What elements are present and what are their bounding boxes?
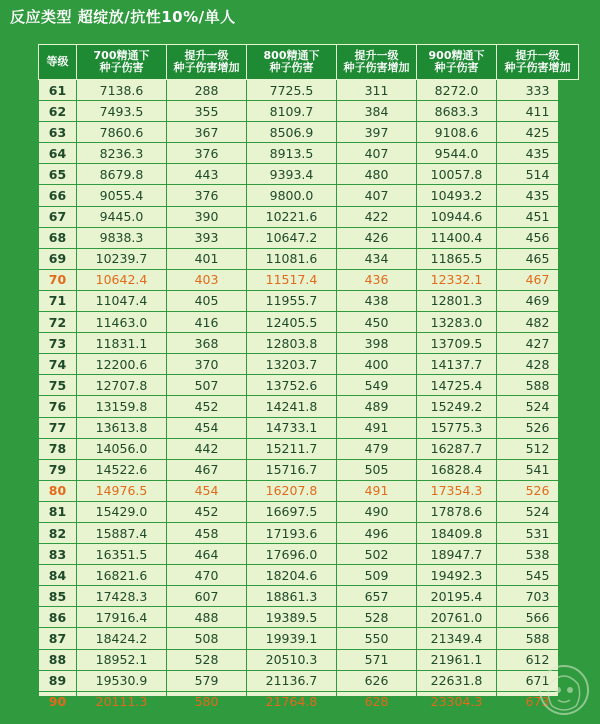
cell-damage-900: 11865.5 bbox=[417, 248, 497, 269]
cell-increase-800: 450 bbox=[337, 312, 417, 333]
table-row bbox=[39, 269, 579, 290]
cell-increase-900: 482 bbox=[497, 312, 579, 333]
cell-increase-900: 526 bbox=[497, 480, 579, 501]
cell-increase-800: 407 bbox=[337, 143, 417, 164]
cell-level: 71 bbox=[39, 290, 77, 311]
cell-damage-700: 18952.1 bbox=[77, 649, 167, 670]
cell-damage-900: 20195.4 bbox=[417, 586, 497, 607]
table-row bbox=[39, 354, 579, 375]
table-row bbox=[39, 396, 579, 417]
cell-damage-800: 13203.7 bbox=[247, 354, 337, 375]
cell-level: 61 bbox=[39, 80, 77, 101]
cell-increase-700: 355 bbox=[167, 101, 247, 122]
cell-damage-900: 15775.3 bbox=[417, 417, 497, 438]
table-row bbox=[39, 628, 579, 649]
cell-level: 87 bbox=[39, 628, 77, 649]
cell-damage-800: 10647.2 bbox=[247, 227, 337, 248]
cell-level: 76 bbox=[39, 396, 77, 417]
table-row bbox=[39, 586, 579, 607]
cell-increase-700: 403 bbox=[167, 269, 247, 290]
cell-damage-800: 18861.3 bbox=[247, 586, 337, 607]
table-row bbox=[39, 227, 579, 248]
cell-damage-700: 11831.1 bbox=[77, 333, 167, 354]
cell-increase-900: 612 bbox=[497, 649, 579, 670]
cell-damage-900: 13283.0 bbox=[417, 312, 497, 333]
cell-increase-800: 491 bbox=[337, 480, 417, 501]
cell-increase-900: 526 bbox=[497, 417, 579, 438]
cell-increase-800: 491 bbox=[337, 417, 417, 438]
table-row bbox=[39, 101, 579, 122]
cell-damage-900: 12801.3 bbox=[417, 290, 497, 311]
cell-increase-900: 469 bbox=[497, 290, 579, 311]
cell-damage-900: 13709.5 bbox=[417, 333, 497, 354]
header-damage-800: 800精通下 种子伤害 bbox=[247, 45, 337, 80]
cell-damage-900: 8272.0 bbox=[417, 80, 497, 101]
cell-damage-700: 17428.3 bbox=[77, 586, 167, 607]
watermark-seal-icon bbox=[536, 662, 592, 720]
cell-damage-800: 16697.5 bbox=[247, 501, 337, 522]
cell-increase-900: 673 bbox=[497, 691, 579, 712]
cell-damage-700: 7860.6 bbox=[77, 122, 167, 143]
cell-damage-800: 19389.5 bbox=[247, 607, 337, 628]
cell-damage-800: 9800.0 bbox=[247, 185, 337, 206]
cell-increase-700: 442 bbox=[167, 438, 247, 459]
cell-increase-800: 528 bbox=[337, 607, 417, 628]
cell-increase-800: 509 bbox=[337, 565, 417, 586]
cell-level: 68 bbox=[39, 227, 77, 248]
cell-damage-700: 16351.5 bbox=[77, 544, 167, 565]
cell-increase-900: 524 bbox=[497, 396, 579, 417]
cell-increase-900: 427 bbox=[497, 333, 579, 354]
cell-increase-700: 454 bbox=[167, 417, 247, 438]
cell-level: 64 bbox=[39, 143, 77, 164]
cell-increase-700: 467 bbox=[167, 459, 247, 480]
cell-damage-900: 16828.4 bbox=[417, 459, 497, 480]
cell-increase-700: 508 bbox=[167, 628, 247, 649]
cell-increase-900: 671 bbox=[497, 670, 579, 691]
cell-increase-800: 438 bbox=[337, 290, 417, 311]
cell-damage-900: 23304.3 bbox=[417, 691, 497, 712]
cell-damage-800: 12803.8 bbox=[247, 333, 337, 354]
cell-damage-800: 8913.5 bbox=[247, 143, 337, 164]
cell-damage-800: 17193.6 bbox=[247, 522, 337, 543]
cell-increase-800: 384 bbox=[337, 101, 417, 122]
damage-table-panel bbox=[38, 44, 571, 710]
table-row bbox=[39, 290, 579, 311]
cell-damage-800: 17696.0 bbox=[247, 544, 337, 565]
cell-increase-800: 434 bbox=[337, 248, 417, 269]
cell-increase-800: 398 bbox=[337, 333, 417, 354]
cell-damage-900: 10057.8 bbox=[417, 164, 497, 185]
cell-increase-700: 390 bbox=[167, 206, 247, 227]
cell-damage-900: 19492.3 bbox=[417, 565, 497, 586]
cell-damage-800: 21136.7 bbox=[247, 670, 337, 691]
cell-increase-800: 480 bbox=[337, 164, 417, 185]
cell-level: 77 bbox=[39, 417, 77, 438]
table-header-row bbox=[39, 45, 579, 80]
cell-increase-700: 452 bbox=[167, 501, 247, 522]
cell-increase-800: 550 bbox=[337, 628, 417, 649]
table-row bbox=[39, 206, 579, 227]
cell-increase-800: 311 bbox=[337, 80, 417, 101]
cell-damage-900: 20761.0 bbox=[417, 607, 497, 628]
cell-increase-800: 426 bbox=[337, 227, 417, 248]
table-row bbox=[39, 544, 579, 565]
cell-damage-800: 10221.6 bbox=[247, 206, 337, 227]
cell-increase-900: 588 bbox=[497, 375, 579, 396]
cell-damage-700: 16821.6 bbox=[77, 565, 167, 586]
cell-increase-900: 545 bbox=[497, 565, 579, 586]
cell-increase-700: 376 bbox=[167, 143, 247, 164]
table-row bbox=[39, 670, 579, 691]
damage-table bbox=[38, 44, 579, 713]
cell-damage-700: 12200.6 bbox=[77, 354, 167, 375]
cell-damage-800: 13752.6 bbox=[247, 375, 337, 396]
table-row bbox=[39, 333, 579, 354]
cell-increase-700: 488 bbox=[167, 607, 247, 628]
table-row bbox=[39, 522, 579, 543]
cell-damage-800: 11955.7 bbox=[247, 290, 337, 311]
cell-increase-800: 479 bbox=[337, 438, 417, 459]
cell-level: 83 bbox=[39, 544, 77, 565]
cell-damage-700: 12707.8 bbox=[77, 375, 167, 396]
cell-damage-900: 11400.4 bbox=[417, 227, 497, 248]
cell-increase-800: 571 bbox=[337, 649, 417, 670]
cell-level: 67 bbox=[39, 206, 77, 227]
cell-increase-900: 435 bbox=[497, 143, 579, 164]
cell-increase-700: 607 bbox=[167, 586, 247, 607]
cell-level: 75 bbox=[39, 375, 77, 396]
cell-damage-800: 21764.8 bbox=[247, 691, 337, 712]
cell-increase-900: 333 bbox=[497, 80, 579, 101]
cell-damage-900: 14137.7 bbox=[417, 354, 497, 375]
cell-damage-800: 9393.4 bbox=[247, 164, 337, 185]
cell-increase-800: 436 bbox=[337, 269, 417, 290]
cell-damage-800: 14241.8 bbox=[247, 396, 337, 417]
cell-increase-700: 393 bbox=[167, 227, 247, 248]
header-damage-700: 700精通下 种子伤害 bbox=[77, 45, 167, 80]
cell-damage-700: 9055.4 bbox=[77, 185, 167, 206]
table-row bbox=[39, 459, 579, 480]
cell-damage-800: 15716.7 bbox=[247, 459, 337, 480]
table-row bbox=[39, 375, 579, 396]
cell-damage-900: 17878.6 bbox=[417, 501, 497, 522]
cell-level: 66 bbox=[39, 185, 77, 206]
cell-damage-700: 7138.6 bbox=[77, 80, 167, 101]
cell-increase-700: 401 bbox=[167, 248, 247, 269]
cell-increase-900: 411 bbox=[497, 101, 579, 122]
cell-increase-800: 626 bbox=[337, 670, 417, 691]
table-row bbox=[39, 649, 579, 670]
cell-damage-800: 8506.9 bbox=[247, 122, 337, 143]
cell-damage-800: 11081.6 bbox=[247, 248, 337, 269]
cell-increase-700: 443 bbox=[167, 164, 247, 185]
cell-damage-800: 12405.5 bbox=[247, 312, 337, 333]
cell-increase-700: 452 bbox=[167, 396, 247, 417]
table-row bbox=[39, 417, 579, 438]
header-increase-900: 提升一级 种子伤害增加 bbox=[497, 45, 579, 80]
cell-increase-900: 703 bbox=[497, 586, 579, 607]
cell-increase-900: 435 bbox=[497, 185, 579, 206]
cell-increase-700: 507 bbox=[167, 375, 247, 396]
page-title: 反应类型 超绽放/抗性10%/单人 bbox=[10, 8, 236, 26]
table-row bbox=[39, 80, 579, 101]
table-row bbox=[39, 122, 579, 143]
cell-damage-700: 14522.6 bbox=[77, 459, 167, 480]
cell-damage-900: 10944.6 bbox=[417, 206, 497, 227]
cell-damage-700: 14976.5 bbox=[77, 480, 167, 501]
cell-increase-700: 470 bbox=[167, 565, 247, 586]
cell-increase-700: 368 bbox=[167, 333, 247, 354]
cell-damage-700: 20111.3 bbox=[77, 691, 167, 712]
cell-level: 82 bbox=[39, 522, 77, 543]
cell-damage-900: 17354.3 bbox=[417, 480, 497, 501]
cell-damage-700: 9445.0 bbox=[77, 206, 167, 227]
cell-level: 88 bbox=[39, 649, 77, 670]
cell-increase-900: 566 bbox=[497, 607, 579, 628]
cell-level: 80 bbox=[39, 480, 77, 501]
table-row bbox=[39, 438, 579, 459]
cell-increase-900: 531 bbox=[497, 522, 579, 543]
table-row bbox=[39, 480, 579, 501]
cell-damage-700: 10239.7 bbox=[77, 248, 167, 269]
header-damage-900: 900精通下 种子伤害 bbox=[417, 45, 497, 80]
table-row bbox=[39, 248, 579, 269]
cell-damage-900: 21961.1 bbox=[417, 649, 497, 670]
cell-increase-800: 657 bbox=[337, 586, 417, 607]
cell-level: 84 bbox=[39, 565, 77, 586]
table-row bbox=[39, 691, 579, 712]
cell-damage-800: 15211.7 bbox=[247, 438, 337, 459]
header-level: 等级 bbox=[39, 45, 77, 80]
cell-damage-700: 7493.5 bbox=[77, 101, 167, 122]
cell-level: 90 bbox=[39, 691, 77, 712]
table-row bbox=[39, 501, 579, 522]
cell-increase-700: 405 bbox=[167, 290, 247, 311]
cell-damage-800: 11517.4 bbox=[247, 269, 337, 290]
cell-damage-700: 9838.3 bbox=[77, 227, 167, 248]
cell-increase-700: 370 bbox=[167, 354, 247, 375]
cell-increase-900: 588 bbox=[497, 628, 579, 649]
cell-damage-900: 15249.2 bbox=[417, 396, 497, 417]
cell-level: 70 bbox=[39, 269, 77, 290]
cell-level: 62 bbox=[39, 101, 77, 122]
cell-level: 73 bbox=[39, 333, 77, 354]
cell-level: 79 bbox=[39, 459, 77, 480]
cell-increase-800: 422 bbox=[337, 206, 417, 227]
cell-damage-700: 13159.8 bbox=[77, 396, 167, 417]
cell-increase-900: 451 bbox=[497, 206, 579, 227]
cell-damage-900: 18409.8 bbox=[417, 522, 497, 543]
cell-level: 69 bbox=[39, 248, 77, 269]
table-row bbox=[39, 565, 579, 586]
cell-damage-900: 16287.7 bbox=[417, 438, 497, 459]
cell-increase-700: 579 bbox=[167, 670, 247, 691]
cell-increase-900: 428 bbox=[497, 354, 579, 375]
header-increase-700: 提升一级 种子伤害增加 bbox=[167, 45, 247, 80]
cell-damage-700: 15887.4 bbox=[77, 522, 167, 543]
cell-damage-800: 7725.5 bbox=[247, 80, 337, 101]
cell-increase-900: 514 bbox=[497, 164, 579, 185]
cell-increase-900: 456 bbox=[497, 227, 579, 248]
cell-level: 65 bbox=[39, 164, 77, 185]
cell-damage-900: 9544.0 bbox=[417, 143, 497, 164]
cell-damage-900: 22631.8 bbox=[417, 670, 497, 691]
cell-damage-700: 14056.0 bbox=[77, 438, 167, 459]
cell-damage-800: 18204.6 bbox=[247, 565, 337, 586]
cell-damage-700: 13613.8 bbox=[77, 417, 167, 438]
cell-damage-700: 10642.4 bbox=[77, 269, 167, 290]
header-increase-800: 提升一级 种子伤害增加 bbox=[337, 45, 417, 80]
cell-increase-800: 397 bbox=[337, 122, 417, 143]
cell-level: 63 bbox=[39, 122, 77, 143]
cell-damage-900: 18947.7 bbox=[417, 544, 497, 565]
cell-damage-900: 9108.6 bbox=[417, 122, 497, 143]
cell-level: 89 bbox=[39, 670, 77, 691]
cell-damage-700: 15429.0 bbox=[77, 501, 167, 522]
cell-increase-900: 541 bbox=[497, 459, 579, 480]
cell-increase-800: 505 bbox=[337, 459, 417, 480]
cell-increase-900: 512 bbox=[497, 438, 579, 459]
cell-increase-700: 288 bbox=[167, 80, 247, 101]
cell-damage-700: 11047.4 bbox=[77, 290, 167, 311]
cell-damage-700: 18424.2 bbox=[77, 628, 167, 649]
cell-increase-800: 628 bbox=[337, 691, 417, 712]
cell-damage-900: 14725.4 bbox=[417, 375, 497, 396]
table-row bbox=[39, 607, 579, 628]
cell-level: 85 bbox=[39, 586, 77, 607]
cell-damage-900: 12332.1 bbox=[417, 269, 497, 290]
table-row bbox=[39, 185, 579, 206]
cell-increase-700: 454 bbox=[167, 480, 247, 501]
table-row bbox=[39, 312, 579, 333]
cell-damage-900: 10493.2 bbox=[417, 185, 497, 206]
cell-damage-800: 8109.7 bbox=[247, 101, 337, 122]
cell-damage-700: 8236.3 bbox=[77, 143, 167, 164]
cell-increase-900: 467 bbox=[497, 269, 579, 290]
table-row bbox=[39, 164, 579, 185]
cell-increase-700: 376 bbox=[167, 185, 247, 206]
cell-level: 81 bbox=[39, 501, 77, 522]
cell-level: 78 bbox=[39, 438, 77, 459]
cell-increase-700: 367 bbox=[167, 122, 247, 143]
cell-damage-700: 11463.0 bbox=[77, 312, 167, 333]
cell-damage-700: 19530.9 bbox=[77, 670, 167, 691]
cell-level: 72 bbox=[39, 312, 77, 333]
cell-increase-800: 549 bbox=[337, 375, 417, 396]
cell-increase-700: 458 bbox=[167, 522, 247, 543]
cell-level: 86 bbox=[39, 607, 77, 628]
cell-increase-700: 416 bbox=[167, 312, 247, 333]
cell-increase-800: 496 bbox=[337, 522, 417, 543]
cell-increase-700: 580 bbox=[167, 691, 247, 712]
table-row bbox=[39, 143, 579, 164]
cell-increase-800: 490 bbox=[337, 501, 417, 522]
cell-damage-800: 16207.8 bbox=[247, 480, 337, 501]
cell-increase-800: 489 bbox=[337, 396, 417, 417]
cell-increase-800: 400 bbox=[337, 354, 417, 375]
cell-increase-700: 464 bbox=[167, 544, 247, 565]
cell-damage-900: 21349.4 bbox=[417, 628, 497, 649]
cell-damage-800: 14733.1 bbox=[247, 417, 337, 438]
cell-increase-900: 465 bbox=[497, 248, 579, 269]
cell-increase-700: 528 bbox=[167, 649, 247, 670]
cell-increase-800: 502 bbox=[337, 544, 417, 565]
cell-damage-800: 20510.3 bbox=[247, 649, 337, 670]
cell-increase-900: 524 bbox=[497, 501, 579, 522]
cell-increase-900: 538 bbox=[497, 544, 579, 565]
cell-damage-700: 17916.4 bbox=[77, 607, 167, 628]
cell-damage-900: 8683.3 bbox=[417, 101, 497, 122]
cell-increase-800: 407 bbox=[337, 185, 417, 206]
cell-increase-900: 425 bbox=[497, 122, 579, 143]
cell-level: 74 bbox=[39, 354, 77, 375]
cell-damage-800: 19939.1 bbox=[247, 628, 337, 649]
cell-damage-700: 8679.8 bbox=[77, 164, 167, 185]
